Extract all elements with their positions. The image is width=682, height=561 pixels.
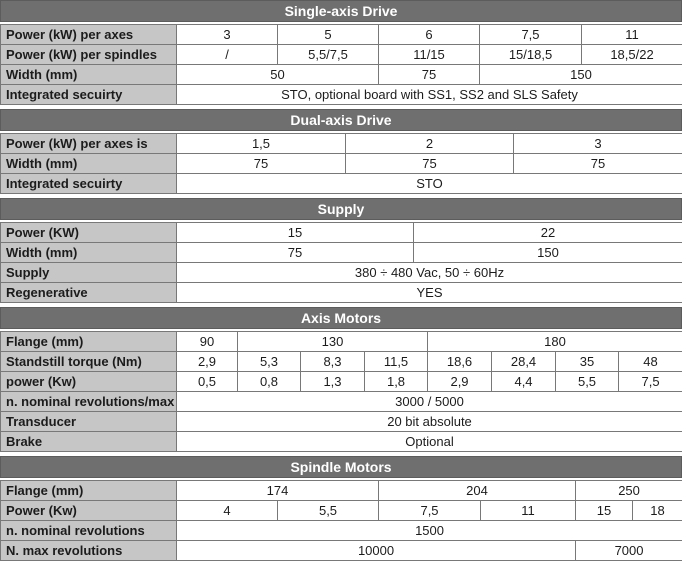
table-row-power-per-axes	[1, 25, 682, 45]
single-axis-drive-title: Single-axis Drive	[0, 0, 682, 22]
row-label: Integrated secuirty	[1, 174, 177, 194]
table-row-brake	[1, 432, 682, 452]
cell-value: 3	[177, 25, 278, 45]
cell-value: 22	[414, 223, 682, 243]
table-row-supply-voltage	[1, 263, 682, 283]
row-label: Transducer	[1, 412, 177, 432]
cell-value: 1,8	[365, 372, 428, 392]
dual-axis-drive-title: Dual-axis Drive	[0, 109, 682, 131]
row-label: Flange (mm)	[1, 481, 177, 501]
cell-value: 0,8	[238, 372, 301, 392]
axis-motors-table	[0, 331, 682, 452]
cell-value: 7,5	[619, 372, 682, 392]
cell-value: /	[177, 45, 278, 65]
table-row-width	[1, 243, 682, 263]
axis-motors-section	[0, 307, 682, 452]
cell-value: 11	[582, 25, 682, 45]
cell-value: 150	[480, 65, 682, 85]
cell-value: 250	[576, 481, 682, 501]
cell-value: 1,5	[177, 134, 346, 154]
cell-value: 7,5	[379, 501, 481, 521]
table-row-nominal-revolutions	[1, 392, 682, 412]
dual-axis-drive-table	[0, 133, 682, 194]
spindle-motors-table	[0, 480, 682, 561]
cell-value: 75	[177, 154, 346, 174]
supply-table	[0, 222, 682, 303]
cell-value: 4,4	[492, 372, 556, 392]
table-row-power-per-spindles	[1, 45, 682, 65]
row-label: Width (mm)	[1, 154, 177, 174]
row-label: Standstill torque (Nm)	[1, 352, 177, 372]
table-row-power	[1, 501, 682, 521]
cell-value: 11,5	[365, 352, 428, 372]
cell-value: 1,3	[301, 372, 365, 392]
cell-value: 150	[414, 243, 682, 263]
table-row-transducer	[1, 412, 682, 432]
cell-value: 8,3	[301, 352, 365, 372]
table-row-power-per-axes	[1, 134, 682, 154]
table-row-flange	[1, 332, 682, 352]
row-label: Power (Kw)	[1, 501, 177, 521]
table-row-regenerative	[1, 283, 682, 303]
row-label: Power (kW) per axes	[1, 25, 177, 45]
cell-value: 48	[619, 352, 682, 372]
cell-value: 7,5	[480, 25, 582, 45]
cell-value: 5,5/7,5	[278, 45, 379, 65]
row-label: Power (KW)	[1, 223, 177, 243]
cell-value: 174	[177, 481, 379, 501]
spindle-motors-title: Spindle Motors	[0, 456, 682, 478]
row-label: Integrated secuirty	[1, 85, 177, 105]
cell-value: 5,5	[278, 501, 379, 521]
table-row-width	[1, 154, 682, 174]
cell-value: 2,9	[177, 352, 238, 372]
table-row-integrated-security	[1, 174, 682, 194]
cell-value: 1500	[177, 521, 682, 541]
table-row-power	[1, 372, 682, 392]
table-row-integrated-security	[1, 85, 682, 105]
cell-value: STO	[177, 174, 682, 194]
cell-value: 15	[177, 223, 414, 243]
row-label: n. nominal revolutions	[1, 521, 177, 541]
cell-value: 3000 / 5000	[177, 392, 682, 412]
table-row-power	[1, 223, 682, 243]
cell-value: STO, optional board with SS1, SS2 and SLS Safety	[177, 85, 682, 105]
row-label: Power (kW) per axes is	[1, 134, 177, 154]
axis-motors-title: Axis Motors	[0, 307, 682, 329]
cell-value: 18,5/22	[582, 45, 682, 65]
cell-value: 11/15	[379, 45, 480, 65]
row-label: Width (mm)	[1, 65, 177, 85]
table-row-flange	[1, 481, 682, 501]
row-label: Power (kW) per spindles	[1, 45, 177, 65]
cell-value: 7000	[576, 541, 682, 561]
cell-value: 18,6	[428, 352, 492, 372]
cell-value: 5	[278, 25, 379, 45]
table-row-max-revolutions	[1, 541, 682, 561]
cell-value: 35	[556, 352, 619, 372]
cell-value: 380 ÷ 480 Vac, 50 ÷ 60Hz	[177, 263, 682, 283]
cell-value: 204	[379, 481, 576, 501]
cell-value: 90	[177, 332, 238, 352]
row-label: Flange (mm)	[1, 332, 177, 352]
row-label: Supply	[1, 263, 177, 283]
supply-title: Supply	[0, 198, 682, 220]
table-row-standstill-torque	[1, 352, 682, 372]
cell-value: 15	[576, 501, 633, 521]
spindle-motors-section	[0, 456, 682, 561]
dual-axis-drive-section	[0, 109, 682, 194]
cell-value: 75	[514, 154, 682, 174]
row-label: power (Kw)	[1, 372, 177, 392]
cell-value: 11	[481, 501, 576, 521]
cell-value: 28,4	[492, 352, 556, 372]
cell-value: 6	[379, 25, 480, 45]
single-axis-drive-section	[0, 0, 682, 105]
cell-value: 2,9	[428, 372, 492, 392]
cell-value: 0,5	[177, 372, 238, 392]
table-row-nominal-revolutions	[1, 521, 682, 541]
cell-value: 50	[177, 65, 379, 85]
cell-value: 75	[379, 65, 480, 85]
cell-value: YES	[177, 283, 682, 303]
row-label: Brake	[1, 432, 177, 452]
cell-value: 75	[346, 154, 514, 174]
cell-value: 3	[514, 134, 682, 154]
single-axis-drive-table	[0, 24, 682, 105]
cell-value: 4	[177, 501, 278, 521]
cell-value: 2	[346, 134, 514, 154]
cell-value: 15/18,5	[480, 45, 582, 65]
row-label: n. nominal revolutions/max	[1, 392, 177, 412]
cell-value: 10000	[177, 541, 576, 561]
cell-value: Optional	[177, 432, 682, 452]
cell-value: 18	[633, 501, 682, 521]
cell-value: 20 bit absolute	[177, 412, 682, 432]
cell-value: 75	[177, 243, 414, 263]
cell-value: 180	[428, 332, 682, 352]
cell-value: 5,3	[238, 352, 301, 372]
supply-section	[0, 198, 682, 303]
row-label: Regenerative	[1, 283, 177, 303]
cell-value: 5,5	[556, 372, 619, 392]
row-label: N. max revolutions	[1, 541, 177, 561]
row-label: Width (mm)	[1, 243, 177, 263]
cell-value: 130	[238, 332, 428, 352]
table-row-width	[1, 65, 682, 85]
